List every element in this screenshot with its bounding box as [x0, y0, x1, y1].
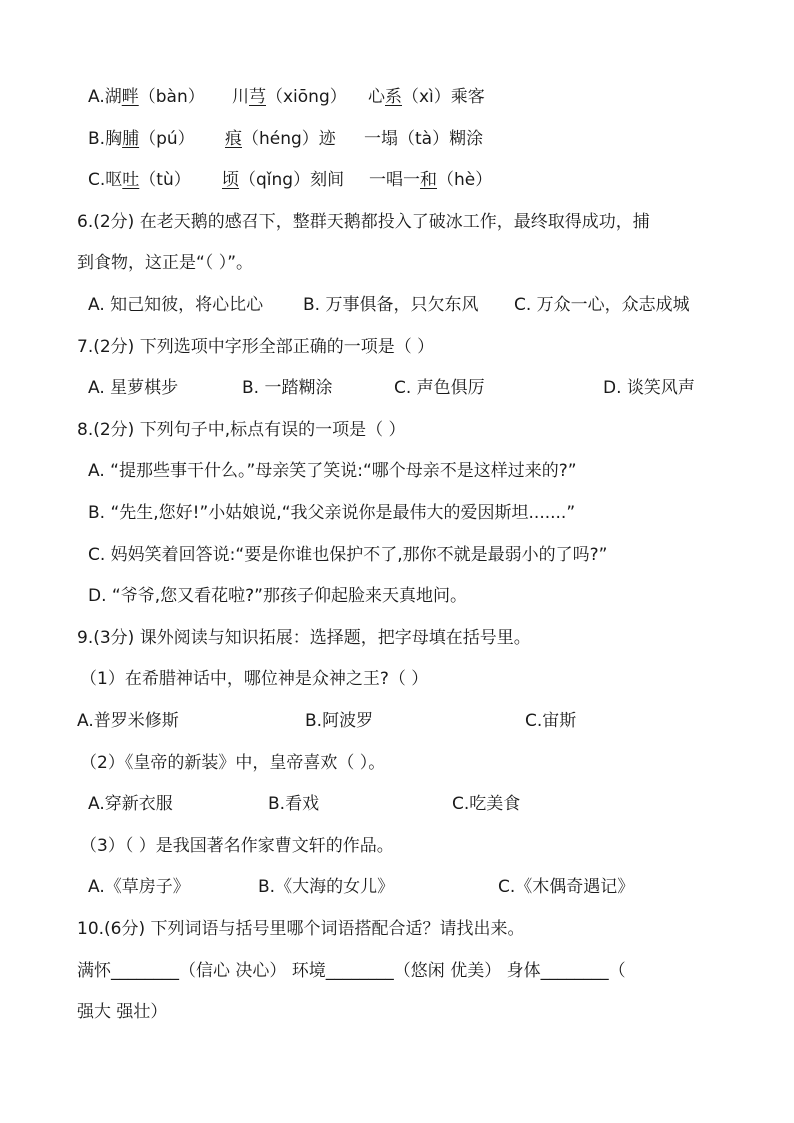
- q10-fill-line2: 强大 强壮）: [77, 1002, 168, 1022]
- q5-c-item1: C.呕吐（tù）: [88, 170, 191, 190]
- q6-option-a: A. 知己知彼，将心比心: [88, 295, 264, 315]
- q7-option-a: A. 星萝棋步: [88, 378, 179, 398]
- q5-b-item1: B.胸脯（pú）: [88, 129, 195, 149]
- q10-stem: 10.(6分) 下列词语与括号里哪个词语搭配合适？请找出来。: [77, 919, 525, 939]
- q9-sub2-option-b: B.看戏: [268, 794, 320, 814]
- q8-option-a: A. “提那些事干什么。”母亲笑了笑说:“哪个母亲不是这样过来的?”: [88, 461, 577, 481]
- q9-sub3-option-a: A.《草房子》: [88, 877, 190, 897]
- q5-b-item2: 痕（héng）迹: [225, 129, 336, 149]
- q9-sub3: （3）（ ）是我国著名作家曹文轩的作品。: [80, 836, 394, 856]
- q8-stem: 8.(2分) 下列句子中,标点有误的一项是（ ）: [77, 420, 406, 440]
- q5-c-item3: 一唱一和（hè）: [369, 170, 493, 190]
- q9-sub2-option-c: C.吃美食: [452, 794, 521, 814]
- q9-sub2: （2）《皇帝的新装》中，皇帝喜欢（ ）。: [80, 753, 386, 773]
- q8-option-b: B. “先生,您好!”小姑娘说,“我父亲说你是最伟大的爱因斯坦.......”: [88, 503, 576, 523]
- q7-option-d: D. 谈笑风声: [603, 378, 695, 398]
- q9-sub1-option-b: B.阿波罗: [305, 711, 374, 731]
- q8-option-d: D. “爷爷,您又看花啦?”那孩子仰起脸来天真地问。: [88, 586, 467, 606]
- q6-option-c: C. 万众一心，众志成城: [514, 295, 690, 315]
- q6-option-b: B. 万事俱备，只欠东风: [303, 295, 479, 315]
- q5-c-item2: 顷（qǐng）刻间: [222, 170, 345, 190]
- q6-stem-line1: 6.(2分) 在老天鹅的感召下，整群天鹅都投入了破冰工作，最终取得成功，捕: [77, 212, 650, 232]
- q6-stem-line2: 到食物，这正是“（ ）”。: [77, 253, 254, 273]
- q9-sub1-option-c: C.宙斯: [525, 711, 577, 731]
- q10-fill-line1: 满怀________（信心 决心） 环境________（悠闲 优美） 身体________（: [77, 961, 626, 981]
- q9-stem: 9.(3分) 课外阅读与知识拓展：选择题，把字母填在括号里。: [77, 628, 531, 648]
- q9-sub3-option-c: C.《木偶奇遇记》: [498, 877, 635, 897]
- q7-option-b: B. 一踏糊涂: [242, 378, 333, 398]
- q5-a-item2: 川芎（xiōng）: [232, 87, 347, 107]
- q7-option-c: C. 声色俱厉: [394, 378, 485, 398]
- q9-sub1-option-a: A.普罗米修斯: [77, 711, 179, 731]
- q9-sub3-option-b: B.《大海的女儿》: [258, 877, 395, 897]
- q8-option-c: C. 妈妈笑着回答说:“要是你谁也保护不了,那你不就是最弱小的了吗?”: [88, 545, 608, 565]
- q5-a-item1: A.湖畔（bàn）: [88, 87, 205, 107]
- q7-stem: 7.(2分) 下列选项中字形全部正确的一项是（ ）: [77, 337, 435, 357]
- q5-b-item3: 一塌（tà）糊涂: [364, 129, 484, 149]
- q9-sub2-option-a: A.穿新衣服: [88, 794, 173, 814]
- q9-sub1: （1）在希腊神话中，哪位神是众神之王?（ ）: [80, 669, 429, 689]
- q5-a-item3: 心系（xì）乘客: [368, 87, 485, 107]
